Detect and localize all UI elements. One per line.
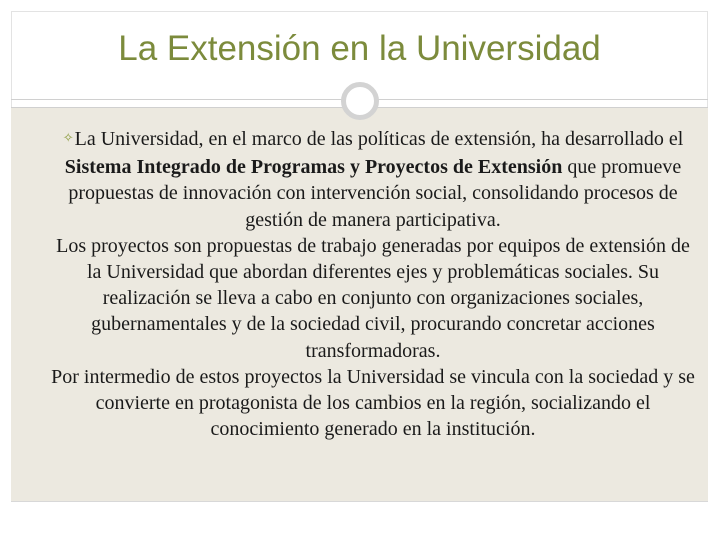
- slide-body: [50, 126, 696, 442]
- diamond-bullet-icon: ✧: [62, 130, 74, 145]
- paragraph-1-lead: La Universidad, en el marco de las políticas de extensión, ha desarrollado el: [74, 128, 684, 150]
- paragraph-2: Los proyectos son propuestas de trabajo generadas por equipos de extensión de la Universidad que abordan diferentes ejes y problemáticas sociales. Su realización se lleva a cabo en conjunto con organizaciones sociales, gubernamentales y de la sociedad civil, procurando concretar acciones transformadoras.: [56, 234, 690, 362]
- footer-strip: [11, 501, 708, 527]
- program-name: Sistema Integrado de Programas y Proyectos de Extensión: [64, 156, 563, 179]
- paragraph-1: [50, 126, 696, 233]
- ring-ornament-icon: [341, 82, 379, 120]
- paragraph-3: Por intermedio de estos proyectos la Universidad se vincula con la sociedad y se convierte en protagonista de los cambios en la región, socializando el conocimiento generado en la institución.: [51, 365, 695, 441]
- paragraph-1-tail: que promueve propuestas de innovación con intervención social, consolidando procesos de gestión de manera participativa.: [68, 156, 682, 231]
- slide-title: La Extensión en la Universidad: [118, 29, 601, 68]
